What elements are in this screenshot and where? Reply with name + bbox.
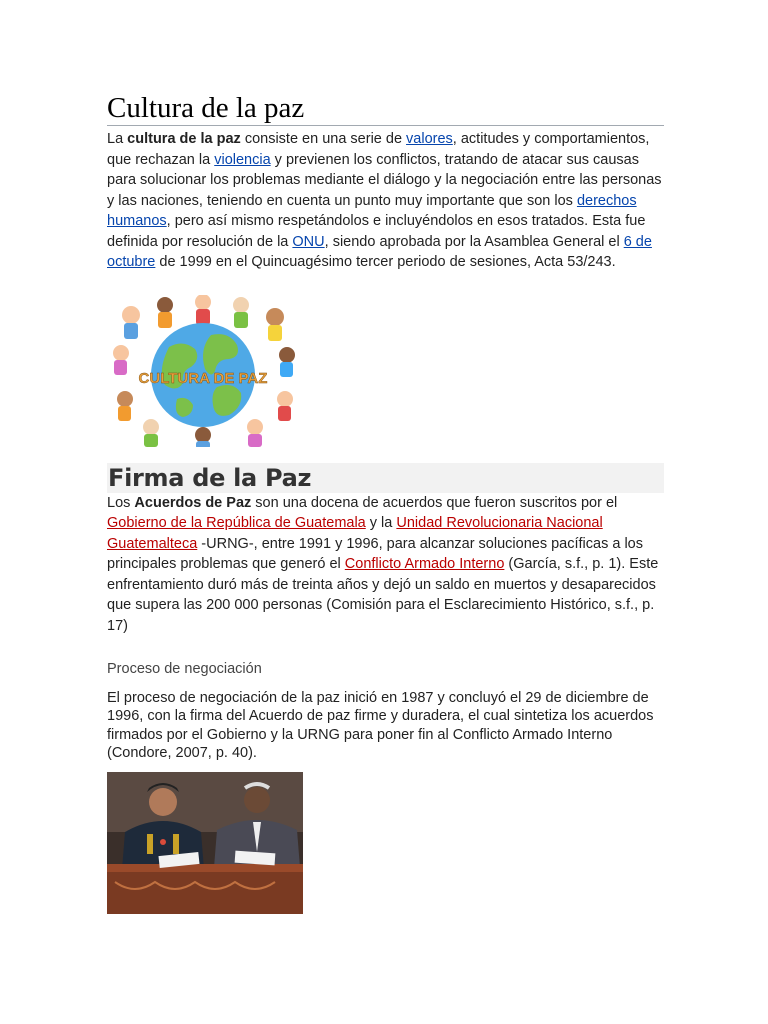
text-run: (García, s.f., p. 1). Este enfrentamiento duró más de treinta años y dejó un saldo en muertos y desaparecidos que supera las 200 000 personas (Comisión para el Esclarecimiento Histórico, s.f., p. 17) [107,556,659,635]
text-run: Los [107,494,135,511]
link-urng[interactable]: Unidad Revolucionaria Nacional Guatemalteca [107,515,603,552]
text-run: , pero así mismo respetándolos e incluyéndolos en esos tratados. Esta fue definida por resolución de la [107,213,646,250]
article-content [107,92,664,914]
peace-signing-photo [107,772,303,914]
link-conflicto-armado[interactable]: Conflicto Armado Interno [344,556,505,573]
globe-children-illustration [107,295,299,447]
paragraph-firma-de-la-paz [107,493,664,637]
heading-box-firma-de-la-paz [107,463,664,493]
text-run: consiste en una serie de [240,131,407,147]
cultura-de-paz-image [107,295,299,447]
text-run: , actitudes y comportamientos, que rechazan la [107,131,650,168]
signing-photo [107,772,303,914]
text-run: y previenen los conflictos, tratando de atacar sus causas para solucionar los problemas mediante el diálogo y la negociación entre las personas y las naciones, teniendo en cuenta un punto muy importante que son los [107,151,662,209]
bold-term: Acuerdos de Paz [134,494,252,511]
subheading-proceso-de-negociacion: Proceso de negociación [107,660,262,677]
link-gobierno-guatemala[interactable]: Gobierno de la República de Guatemala [107,515,366,532]
link-6-de-octubre[interactable]: 6 de octubre [107,233,652,270]
link-onu[interactable]: ONU [292,233,325,250]
link-valores[interactable]: valores [406,131,453,147]
cultura-de-paz-image-text: CULTURA DE PAZ [138,369,268,387]
link-derechos-humanos[interactable]: derechos humanos [107,192,637,229]
heading-firma-de-la-paz: Firma de la Paz [108,463,312,492]
text-run: de 1999 en el Quincuagésimo tercer periodo de sesiones, Acta 53/243. [155,254,616,270]
paragraph-cultura-de-la-paz [107,129,664,273]
text-run: son una docena de acuerdos que fueron suscritos por el [251,494,618,511]
link-violencia[interactable]: violencia [214,151,271,168]
heading-cultura-de-la-paz: Cultura de la paz [107,92,664,126]
bold-term: cultura de la paz [127,131,241,147]
text-run: y la [365,515,397,532]
text-run: , siendo aprobada por la Asamblea General el [324,233,624,250]
text-run: -URNG-, entre 1991 y 1996, para alcanzar soluciones pacíficas a los principales problemas que generó el [107,535,643,573]
paragraph-proceso-de-negociacion: El proceso de negociación de la paz inició en 1987 y concluyó el 29 de diciembre de 1996, con la firma del Acuerdo de paz firme y duradera, el cual sintetiza los acuerdos firmados por el Gobierno y la URNG para poner fin al Conflicto Armado Interno (Condore, 2007, p. 40). [107,689,654,762]
text-run: La [107,131,128,147]
